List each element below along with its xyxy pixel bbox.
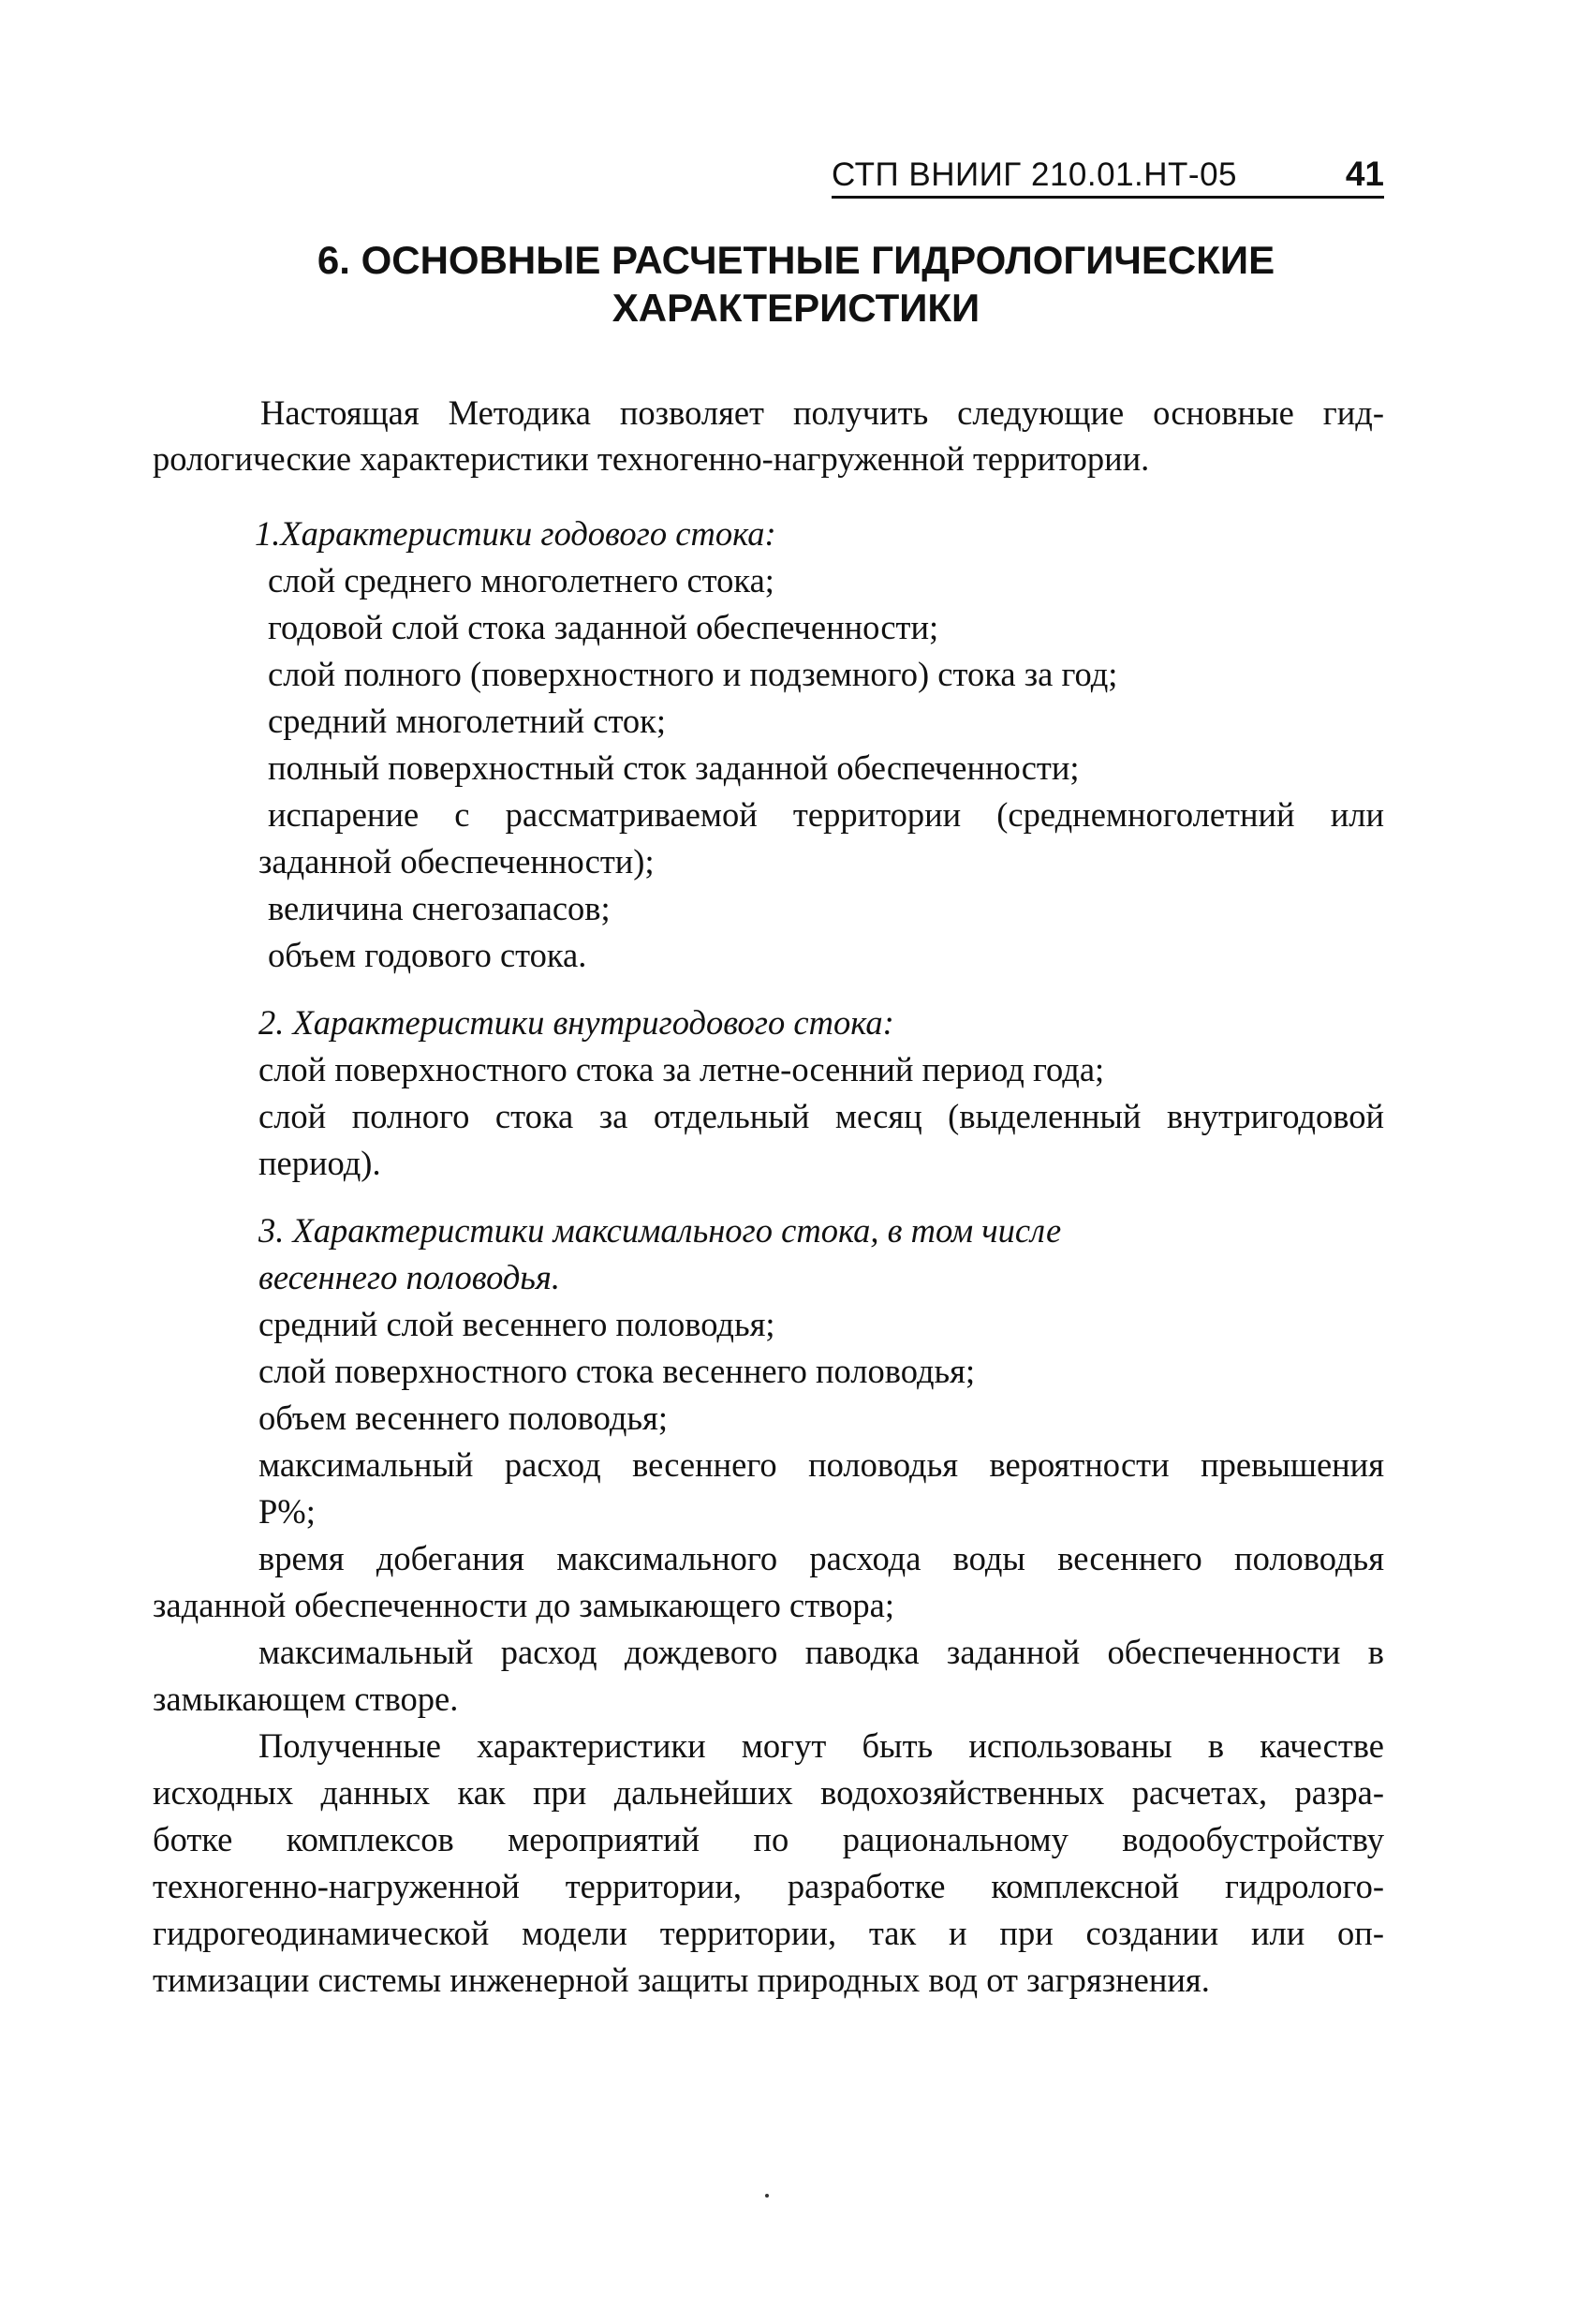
list-item: Р%; <box>258 1492 316 1531</box>
section-3-heading: весеннего половодья. <box>258 1258 561 1296</box>
conclusion-line: Полученные характеристики могут быть использованы в качестве <box>258 1726 1384 1765</box>
list-item: период). <box>258 1144 381 1182</box>
page-number: 41 <box>1345 155 1384 193</box>
list-item: время добегания максимального расхода воды весеннего половодья <box>258 1539 1384 1577</box>
conclusion-line: гидрогеодинамической модели территории, так и при создании или оп- <box>153 1914 1384 1952</box>
conclusion-line: исходных данных как при дальнейших водохозяйственных расчетах, разра- <box>153 1773 1384 1812</box>
list-item: испарение с рассматриваемой территории (среднемноголетний или <box>268 795 1384 834</box>
section-title <box>159 236 1433 332</box>
list-item: слой поверхностного стока весеннего половодья; <box>258 1352 976 1390</box>
list-item: заданной обеспеченности); <box>258 842 655 881</box>
section-3-heading: 3. Характеристики максимального стока, в том числе <box>258 1211 1062 1250</box>
scan-speck <box>765 2194 769 2198</box>
list-item: средний слой весеннего половодья; <box>258 1305 775 1343</box>
list-item: слой полного (поверхностного и подземного) стока за год; <box>268 655 1118 693</box>
section-1-heading: 1.Характеристики годового стока: <box>255 514 776 553</box>
list-item: объем годового стока. <box>268 936 587 974</box>
conclusion-line: тимизации системы инженерной защиты природных вод от загрязнения. <box>153 1961 1210 1999</box>
list-item: годовой слой стока заданной обеспеченности; <box>268 608 939 646</box>
section-2-heading: 2. Характеристики внутригодового стока: <box>258 1003 894 1042</box>
list-item: величина снегозапасов; <box>268 889 611 927</box>
intro-line: Настоящая Методика позволяет получить следующие основные гид- <box>260 393 1384 432</box>
intro-line: рологические характеристики техногенно-нагруженной территории. <box>153 439 1150 478</box>
running-header <box>832 155 1384 199</box>
list-item: слой поверхностного стока за летне-осенний период года; <box>258 1050 1105 1088</box>
list-item: слой среднего многолетнего стока; <box>268 561 774 600</box>
list-item: замыкающем створе. <box>153 1680 459 1718</box>
list-item: максимальный расход весеннего половодья вероятности превышения <box>258 1445 1384 1484</box>
standard-code: СТП ВНИИГ 210.01.НТ-05 <box>832 156 1237 193</box>
list-item: максимальный расход дождевого паводка заданной обеспеченности в <box>258 1633 1384 1671</box>
section-title-line-2: ХАРАКТЕРИСТИКИ <box>612 286 980 330</box>
list-item: полный поверхностный сток заданной обеспеченности; <box>268 748 1080 787</box>
section-title-line-1: 6. ОСНОВНЫЕ РАСЧЕТНЫЕ ГИДРОЛОГИЧЕСКИЕ <box>317 238 1275 282</box>
conclusion-line: ботке комплексов мероприятий по рациональному водообустройству <box>153 1820 1384 1858</box>
list-item: объем весеннего половодья; <box>258 1399 668 1437</box>
list-item: средний многолетний сток; <box>268 702 667 740</box>
conclusion-line: техногенно-нагруженной территории, разработке комплексной гидролого- <box>153 1867 1384 1905</box>
list-item: заданной обеспеченности до замыкающего створа; <box>153 1586 894 1624</box>
list-item: слой полного стока за отдельный месяц (выделенный внутригодовой <box>258 1097 1384 1135</box>
